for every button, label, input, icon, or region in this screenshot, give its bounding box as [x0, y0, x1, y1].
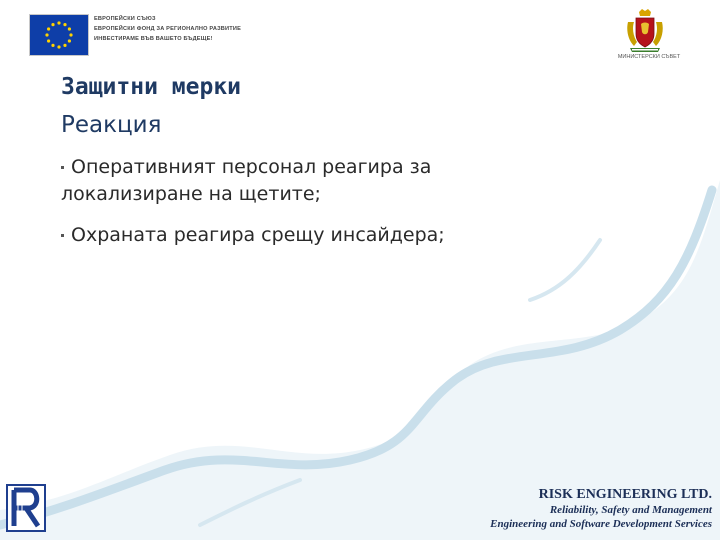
eu-line-1: ЕВРОПЕЙСКИ СЪЮЗ — [94, 16, 156, 22]
bullet-list — [61, 154, 531, 263]
bullet-icon — [61, 166, 64, 169]
company-name: RISK ENGINEERING LTD. — [538, 487, 712, 502]
eu-flag-icon — [29, 14, 89, 56]
risk-engineering-logo-icon — [6, 484, 46, 532]
list-item — [61, 154, 531, 208]
company-tagline-1: Reliability, Safety and Management — [549, 504, 712, 516]
bullet-icon — [61, 234, 64, 237]
company-footer — [490, 487, 712, 531]
bullet-text: Охраната реагира срещу инсайдера; — [71, 224, 445, 246]
company-tagline-2: Engineering and Software Development Services — [490, 518, 712, 530]
bulgarian-coat-of-arms-icon — [622, 8, 668, 54]
eu-line-2: ЕВРОПЕЙСКИ ФОНД ЗА РЕГИОНАЛНО РАЗВИТИЕ — [94, 26, 242, 32]
eu-line-3: ИНВЕСТИРАМЕ ВЪВ ВАШЕТО БЪДЕЩЕ! — [94, 36, 213, 42]
bullet-text: Оперативният персонал реагира за локализиране на щетите; — [61, 156, 432, 205]
crest-caption: МИНИСТЕРСКИ СЪВЕТ — [617, 54, 681, 60]
slide-title: Защитни мерки — [61, 74, 242, 100]
eu-program-text — [94, 14, 304, 44]
list-item — [61, 222, 531, 249]
slide-subtitle: Реакция — [61, 112, 162, 138]
